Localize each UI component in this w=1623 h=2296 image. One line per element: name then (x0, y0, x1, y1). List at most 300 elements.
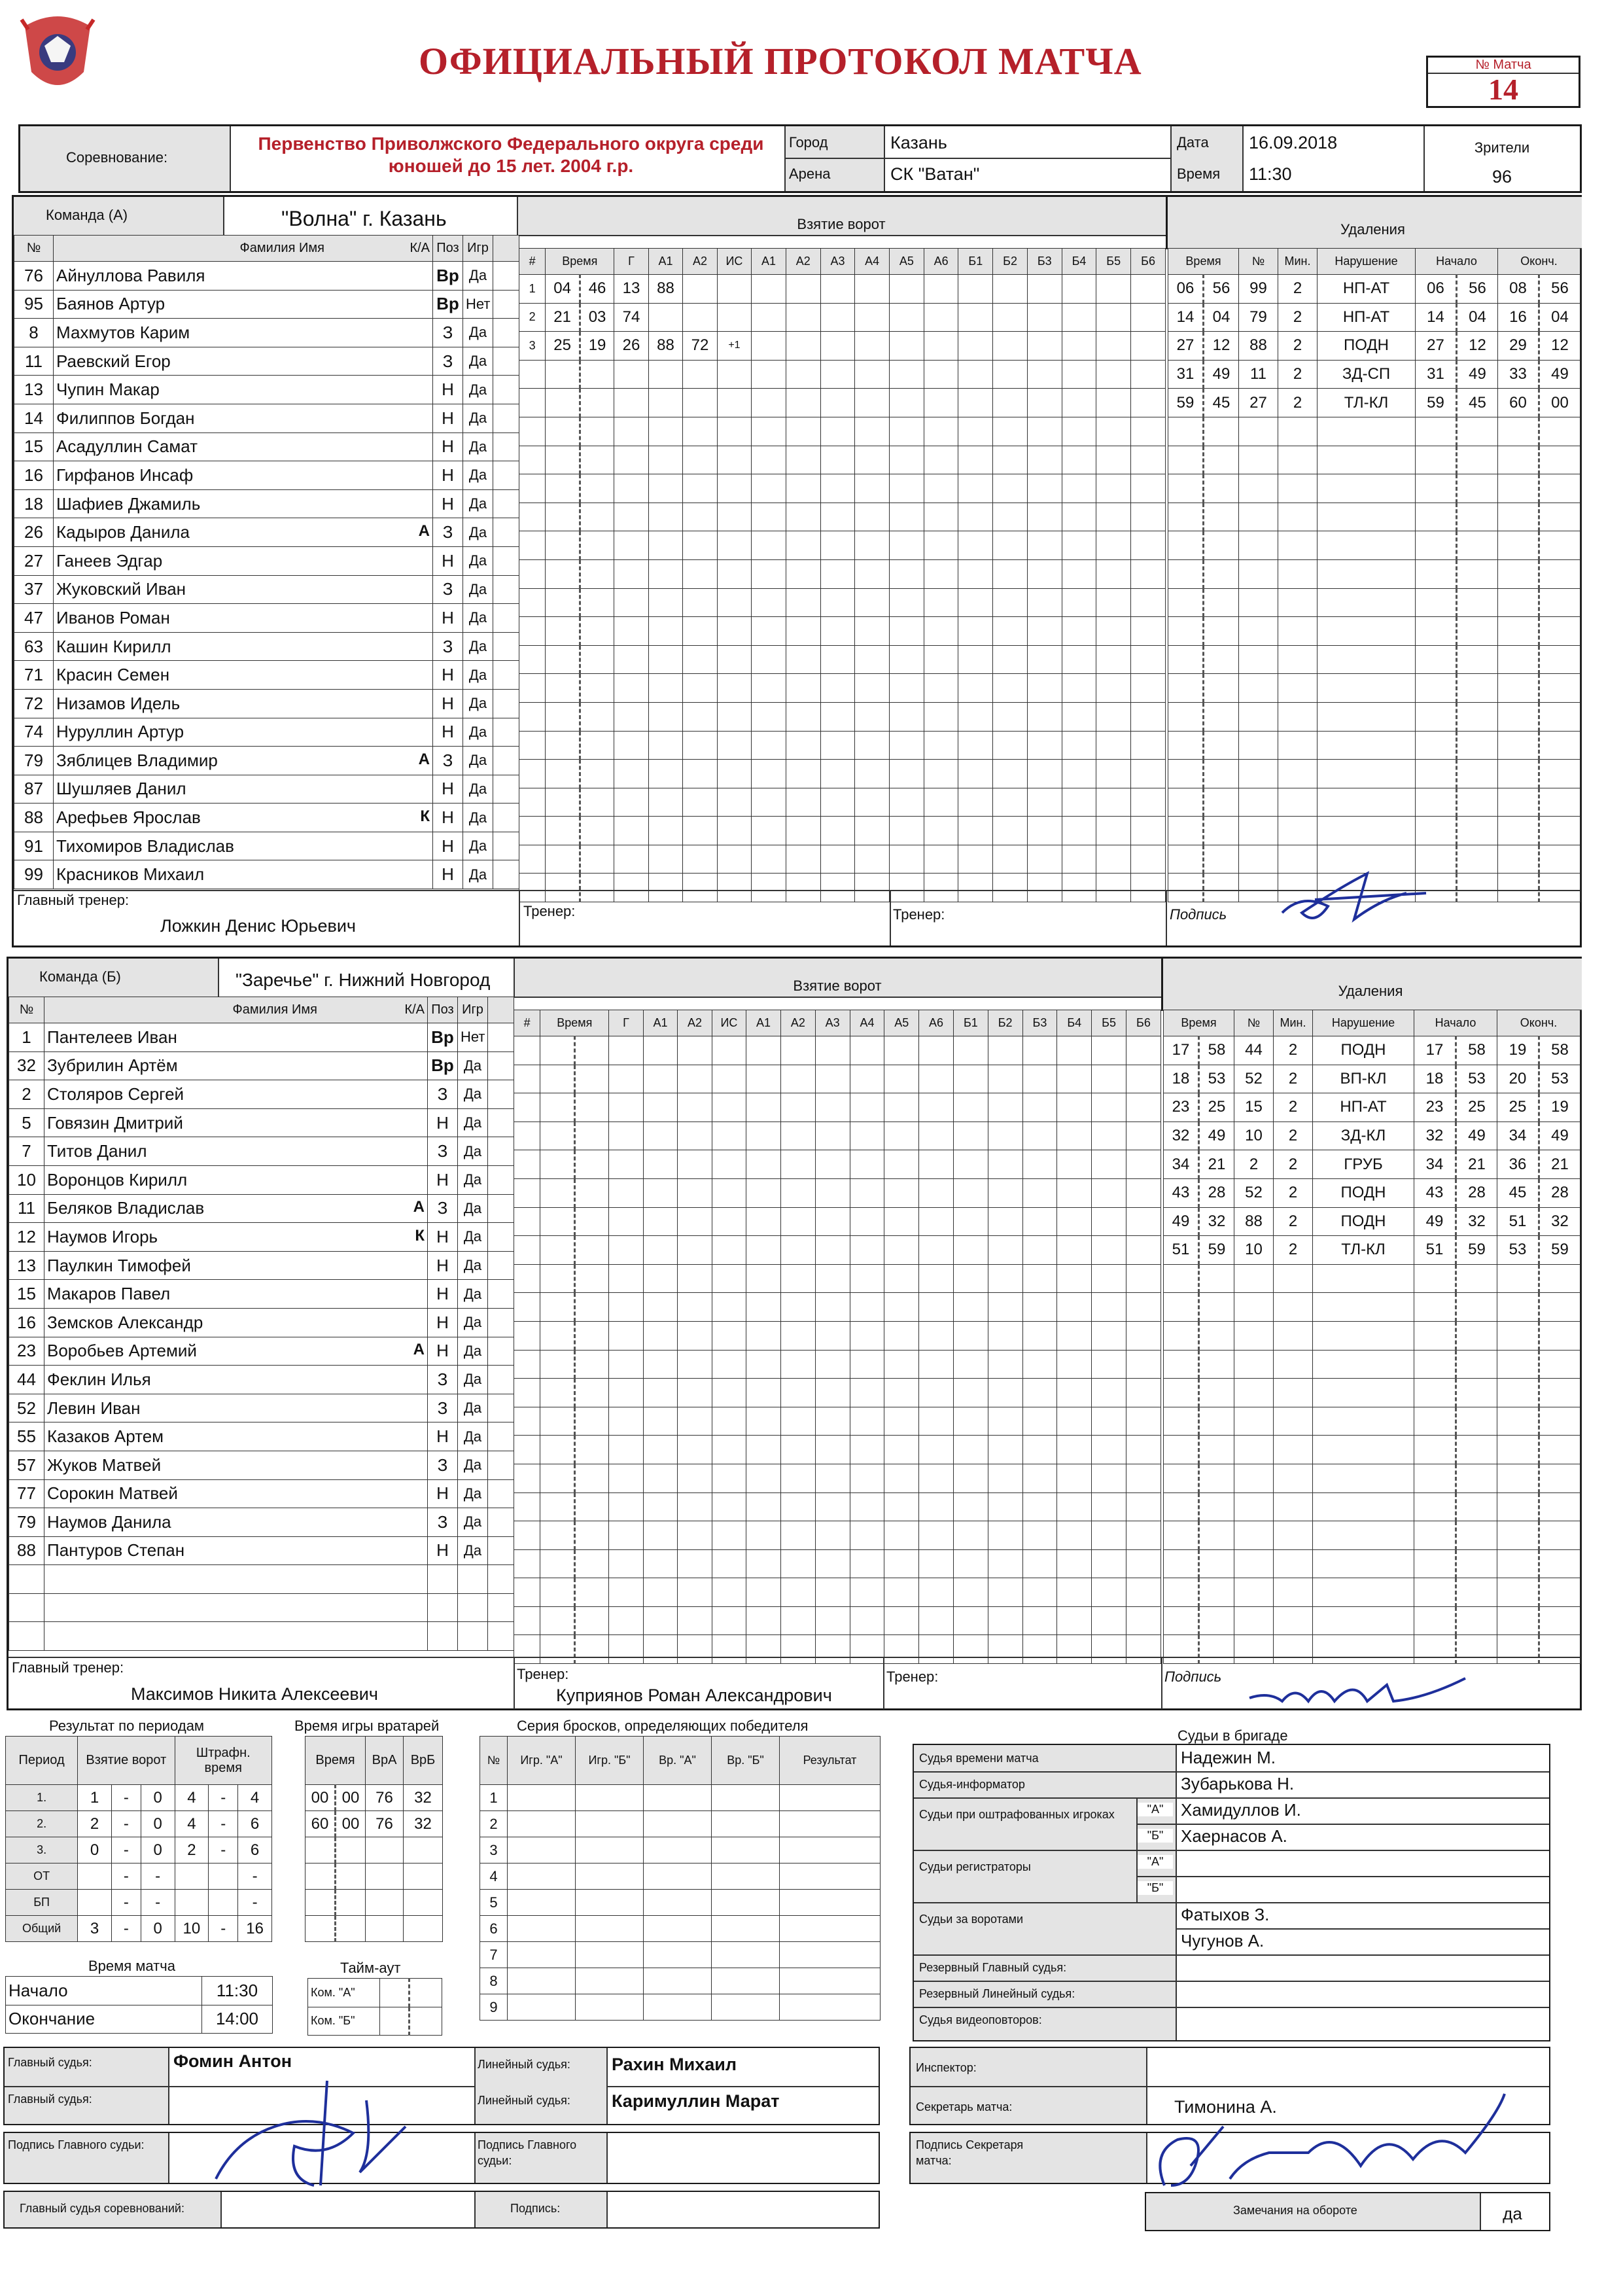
empty-cell (336, 1916, 366, 1942)
line-ref-label-2: Линейный судья: (478, 2094, 570, 2107)
shootout-number: 6 (480, 1916, 508, 1942)
goal-minutes: 04 (546, 275, 580, 304)
penalty-no: 27 (1239, 389, 1278, 417)
empty-cell (683, 731, 717, 760)
empty-cell (924, 503, 958, 531)
player-name: Макаров Павел (47, 1284, 171, 1304)
empty-cell (1234, 1321, 1274, 1350)
goal-row (519, 674, 1166, 703)
city-label: Город (789, 134, 828, 150)
empty-cell (609, 1207, 643, 1236)
empty-cell (683, 788, 717, 817)
empty-cell (919, 1122, 954, 1150)
empty-cell (988, 1065, 1022, 1093)
empty-cell (1062, 275, 1096, 304)
match-header (18, 124, 1582, 193)
empty-cell (1131, 702, 1166, 731)
empty-cell (953, 1350, 988, 1379)
empty-cell (1234, 1521, 1274, 1550)
period-pim-a (175, 1863, 209, 1890)
empty-cell (336, 1890, 366, 1916)
empty-cell (519, 874, 546, 902)
empty-cell (919, 1036, 954, 1065)
empty-cell (1027, 874, 1062, 902)
secretary-signature (1138, 2087, 1531, 2199)
empty-cell (493, 433, 519, 461)
empty-cell (919, 1549, 954, 1578)
empty-cell (1498, 874, 1539, 902)
empty-cell (1498, 702, 1539, 731)
penalty-col-header: Начало (1414, 1010, 1497, 1036)
empty-cell (717, 817, 751, 845)
empty-cell (678, 1293, 712, 1322)
goal-situation: +1 (717, 332, 751, 361)
empty-cell (1168, 446, 1204, 474)
empty-cell (305, 1863, 336, 1890)
empty-cell (488, 1308, 514, 1337)
empty-cell (746, 1293, 781, 1322)
empty-cell (1414, 1492, 1456, 1521)
player-name-cell (54, 376, 433, 404)
empty-cell (580, 559, 614, 588)
empty-cell (644, 1994, 712, 2021)
penalty-row (1164, 1549, 1580, 1578)
empty-cell (488, 1422, 514, 1451)
empty-cell (884, 1065, 919, 1093)
empty-cell (1318, 674, 1416, 703)
empty-cell (953, 1036, 988, 1065)
penalty-sss: 53 (1456, 1065, 1497, 1093)
empty-cell (924, 617, 958, 646)
secretary-name: Тимонина А. (1174, 2097, 1277, 2117)
goal-scorer: 26 (614, 332, 648, 361)
empty-cell (609, 1606, 643, 1635)
period-pim-a: 4 (175, 1811, 209, 1837)
empty-cell (890, 845, 924, 874)
penalty-sm: 23 (1414, 1093, 1456, 1122)
empty-cell (1062, 474, 1096, 503)
shootout-col-header: Игр. "Б" (576, 1737, 644, 1785)
empty-cell (890, 874, 924, 902)
penalty-min: 2 (1278, 360, 1318, 389)
player-played: Да (458, 1137, 488, 1166)
player-name: Титов Данил (47, 1141, 147, 1161)
penalty-code: ГРУБ (1313, 1150, 1414, 1179)
goals-col-header: ИС (712, 1010, 746, 1036)
empty-cell (514, 1549, 540, 1578)
empty-cell (780, 1436, 815, 1464)
empty-cell (643, 1065, 677, 1093)
empty-cell (890, 817, 924, 845)
empty-cell (953, 1407, 988, 1436)
player-played: Да (463, 461, 493, 490)
empty-cell (1164, 1264, 1199, 1293)
player-position: З (433, 747, 463, 775)
empty-cell (884, 1093, 919, 1122)
col-number: № (14, 236, 54, 262)
empty-cell (1313, 1578, 1414, 1607)
empty-cell (884, 1606, 919, 1635)
penalty-code: ВП-КЛ (1313, 1065, 1414, 1093)
empty-cell (993, 503, 1028, 531)
goal-row (519, 760, 1166, 788)
player-number: 2 (9, 1080, 44, 1109)
empty-cell (1414, 1350, 1456, 1379)
penalty-row (1168, 389, 1580, 417)
shootout-row (480, 1890, 881, 1916)
player-position: Н (433, 404, 463, 433)
empty-cell (519, 446, 546, 474)
empty-cell (1022, 1150, 1057, 1179)
empty-cell (1199, 1492, 1234, 1521)
empty-cell (746, 1093, 781, 1122)
empty-cell (786, 874, 820, 902)
empty-cell (574, 1293, 608, 1322)
empty-cell (683, 588, 717, 617)
empty-cell (884, 1293, 919, 1322)
empty-cell (683, 617, 717, 646)
empty-cell (609, 1436, 643, 1464)
gk-row (305, 1811, 443, 1837)
empty-cell (1027, 417, 1062, 446)
player-played: Нет (458, 1023, 488, 1052)
empty-cell (1092, 1578, 1126, 1607)
empty-cell (820, 417, 855, 446)
player-position: Н (428, 1308, 458, 1337)
penalty-col-header: Нарушение (1318, 249, 1416, 275)
empty-cell (919, 1178, 954, 1207)
empty-cell (648, 446, 682, 474)
penalty-row (1164, 1207, 1580, 1236)
empty-cell (540, 1635, 574, 1664)
empty-cell (540, 1150, 574, 1179)
empty-cell (574, 1407, 608, 1436)
player-row (9, 1451, 514, 1479)
empty-cell (1278, 788, 1318, 817)
empty-cell (614, 559, 648, 588)
empty-cell (493, 604, 519, 633)
empty-cell (890, 731, 924, 760)
empty-cell (1313, 1436, 1414, 1464)
empty-cell (993, 389, 1028, 417)
empty-cell (614, 474, 648, 503)
date-label: Дата (1177, 134, 1209, 150)
empty-cell (717, 389, 751, 417)
empty-cell (1199, 1264, 1234, 1293)
empty-cell (752, 617, 786, 646)
line-ref-2: Каримуллин Марат (612, 2091, 780, 2111)
empty-cell (712, 1350, 746, 1379)
player-row (14, 718, 519, 747)
penalty-ss: 49 (1204, 360, 1239, 389)
player-played: Да (458, 1280, 488, 1309)
empty-cell (1313, 1407, 1414, 1436)
penalty-em: 34 (1497, 1122, 1539, 1150)
empty-cell (712, 1407, 746, 1436)
player-position: Н (428, 1108, 458, 1137)
empty-cell (1199, 1464, 1234, 1492)
player-position: Вр (428, 1023, 458, 1052)
player-name: Баянов Артур (56, 294, 166, 314)
empty-cell (1456, 1321, 1497, 1350)
empty-cell (988, 1521, 1022, 1550)
goal-row (514, 1264, 1161, 1293)
goals-col-header: Б2 (993, 249, 1028, 275)
player-row (9, 1622, 514, 1651)
player-name-cell (44, 1479, 428, 1508)
empty-cell (1239, 531, 1278, 560)
penalty-col-header: Время (1168, 249, 1239, 275)
empty-cell (717, 531, 751, 560)
empty-cell (958, 788, 993, 817)
empty-cell (884, 1549, 919, 1578)
empty-cell (717, 645, 751, 674)
player-name: Воробьев Артемий (47, 1341, 197, 1361)
empty-cell (919, 1207, 954, 1236)
empty-cell (1498, 474, 1539, 503)
penalty-row (1164, 1436, 1580, 1464)
period-goals-b: - (141, 1863, 175, 1890)
empty-cell (366, 1837, 404, 1863)
goal-row (514, 1464, 1161, 1492)
empty-cell (519, 503, 546, 531)
player-number: 11 (14, 347, 54, 376)
empty-cell (514, 1264, 540, 1293)
empty-cell (1278, 474, 1318, 503)
player-name-cell (44, 1251, 428, 1280)
penalty-col-header: Мин. (1274, 1010, 1313, 1036)
player-name-cell (54, 575, 433, 604)
empty-cell (1062, 417, 1096, 446)
player-name-cell (54, 747, 433, 775)
empty-cell (988, 1635, 1022, 1664)
empty-cell (884, 1150, 919, 1179)
player-position: Н (428, 1337, 458, 1366)
goal-row (519, 702, 1166, 731)
empty-cell (493, 347, 519, 376)
empty-cell (1096, 702, 1131, 731)
empty-cell (488, 1194, 514, 1223)
empty-cell (1457, 588, 1498, 617)
empty-cell (546, 645, 580, 674)
empty-cell (644, 1785, 712, 1811)
empty-cell (752, 389, 786, 417)
empty-cell (919, 1606, 954, 1635)
empty-cell (958, 474, 993, 503)
empty-cell (519, 817, 546, 845)
empty-cell (924, 817, 958, 845)
empty-cell (1318, 702, 1416, 731)
empty-cell (574, 1122, 608, 1150)
empty-cell (712, 1321, 746, 1350)
player-position: Н (428, 1479, 458, 1508)
penalty-ss: 56 (1204, 275, 1239, 304)
penalty-min: 2 (1278, 303, 1318, 332)
empty-cell (643, 1178, 677, 1207)
empty-cell (574, 1093, 608, 1122)
goal-row (514, 1150, 1161, 1179)
empty-cell (519, 474, 546, 503)
empty-cell (1318, 417, 1416, 446)
goals-col-header: Б4 (1057, 1010, 1092, 1036)
empty-cell (924, 874, 958, 902)
empty-cell (993, 817, 1028, 845)
period-name: Общий (6, 1916, 78, 1942)
empty-cell (884, 1492, 919, 1521)
empty-cell (609, 1065, 643, 1093)
period-pim-a: 4 (175, 1785, 209, 1811)
empty-cell (1131, 588, 1166, 617)
empty-cell (712, 1890, 780, 1916)
empty-cell (1457, 474, 1498, 503)
period-pim-a (175, 1890, 209, 1916)
empty-cell (1057, 1207, 1092, 1236)
empty-cell (540, 1464, 574, 1492)
empty-cell (1234, 1436, 1274, 1464)
empty-cell (458, 1622, 488, 1651)
penalty-code: ПОДН (1313, 1178, 1414, 1207)
penalty-code: ПОДН (1313, 1207, 1414, 1236)
empty-cell (574, 1207, 608, 1236)
empty-cell (924, 531, 958, 560)
empty-cell (1092, 1122, 1126, 1150)
empty-cell (540, 1379, 574, 1407)
team-a-head-coach-label: Главный тренер: (17, 892, 130, 908)
empty-cell (786, 559, 820, 588)
empty-cell (1313, 1492, 1414, 1521)
penalty-row (1168, 645, 1580, 674)
official-role-label: Судья-информатор (919, 1778, 1025, 1791)
empty-cell (1168, 817, 1204, 845)
player-number: 16 (14, 461, 54, 490)
col-pos-b: Поз (428, 997, 458, 1023)
penalty-code: ЗД-СП (1318, 360, 1416, 389)
empty-cell (1278, 446, 1318, 474)
player-name: Красин Семен (56, 665, 170, 685)
penalty-sm: 27 (1416, 332, 1457, 361)
goals-col-header: Б6 (1126, 1010, 1161, 1036)
empty-cell (1131, 417, 1166, 446)
empty-cell (1057, 1178, 1092, 1207)
empty-cell (1278, 531, 1318, 560)
player-number: 37 (14, 575, 54, 604)
empty-cell (546, 617, 580, 646)
empty-cell (717, 731, 751, 760)
empty-cell (815, 1207, 850, 1236)
player-name: Пантелеев Иван (47, 1027, 177, 1047)
penalty-mm: 51 (1164, 1236, 1199, 1265)
player-played: Да (458, 1051, 488, 1080)
player-row (14, 575, 519, 604)
empty-cell (1168, 503, 1204, 531)
empty-cell (786, 474, 820, 503)
empty-cell (1027, 817, 1062, 845)
empty-cell (1239, 417, 1278, 446)
empty-cell (1239, 617, 1278, 646)
empty-cell (924, 360, 958, 389)
empty-cell (580, 474, 614, 503)
empty-cell (508, 1837, 576, 1863)
empty-cell (924, 275, 958, 304)
penalty-code: НП-АТ (1318, 303, 1416, 332)
penalty-es: 32 (1539, 1207, 1580, 1236)
goal-row (519, 731, 1166, 760)
player-played: Да (458, 1337, 488, 1366)
empty-cell (746, 1065, 781, 1093)
dash: - (111, 1916, 141, 1942)
empty-cell (1234, 1464, 1274, 1492)
goal-row (514, 1122, 1161, 1150)
player-played: Да (463, 604, 493, 633)
goals-col-header: Б4 (1062, 249, 1096, 275)
empty-cell (786, 702, 820, 731)
empty-cell (717, 588, 751, 617)
empty-cell (1318, 645, 1416, 674)
team-a-coach-label: Тренер: (523, 903, 576, 919)
empty-cell (780, 1407, 815, 1436)
empty-cell (786, 588, 820, 617)
empty-cell (609, 1521, 643, 1550)
col-pos: Поз (433, 236, 463, 262)
empty-cell (540, 1350, 574, 1379)
empty-cell (1199, 1578, 1234, 1607)
goal-row (514, 1350, 1161, 1379)
empty-cell (780, 1785, 881, 1811)
empty-cell (958, 360, 993, 389)
empty-cell (953, 1464, 988, 1492)
empty-cell (574, 1379, 608, 1407)
empty-cell (488, 1479, 514, 1508)
empty-cell (580, 702, 614, 731)
empty-cell (540, 1207, 574, 1236)
empty-cell (9, 1593, 44, 1622)
col-ka: К/А (410, 241, 430, 255)
empty-cell (643, 1606, 677, 1635)
player-position: Н (428, 1223, 458, 1252)
empty-cell (683, 503, 717, 531)
empty-cell (1062, 503, 1096, 531)
shootout-number: 1 (480, 1785, 508, 1811)
player-row (14, 546, 519, 575)
shootout-row (480, 1994, 881, 2021)
gk-table (305, 1736, 443, 1942)
player-played: Да (463, 747, 493, 775)
empty-cell (678, 1093, 712, 1122)
empty-cell (648, 503, 682, 531)
penalty-ss: 45 (1204, 389, 1239, 417)
player-name-cell (44, 1165, 428, 1194)
empty-cell (1278, 645, 1318, 674)
empty-cell (404, 1916, 443, 1942)
empty-cell (1239, 446, 1278, 474)
empty-cell (1062, 674, 1096, 703)
empty-cell (614, 446, 648, 474)
empty-cell (958, 446, 993, 474)
empty-cell (1022, 1293, 1057, 1322)
empty-cell (786, 503, 820, 531)
empty-cell (574, 1578, 608, 1607)
period-pim-b: 6 (238, 1811, 272, 1837)
official-team-tag: "Б" (1138, 1829, 1173, 1843)
empty-cell (1313, 1549, 1414, 1578)
empty-cell (746, 1036, 781, 1065)
empty-cell (614, 617, 648, 646)
period-goals-a: 0 (78, 1837, 112, 1863)
empty-cell (953, 1521, 988, 1550)
goals-col-header: А2 (786, 249, 820, 275)
empty-cell (678, 1036, 712, 1065)
empty-cell (1027, 531, 1062, 560)
